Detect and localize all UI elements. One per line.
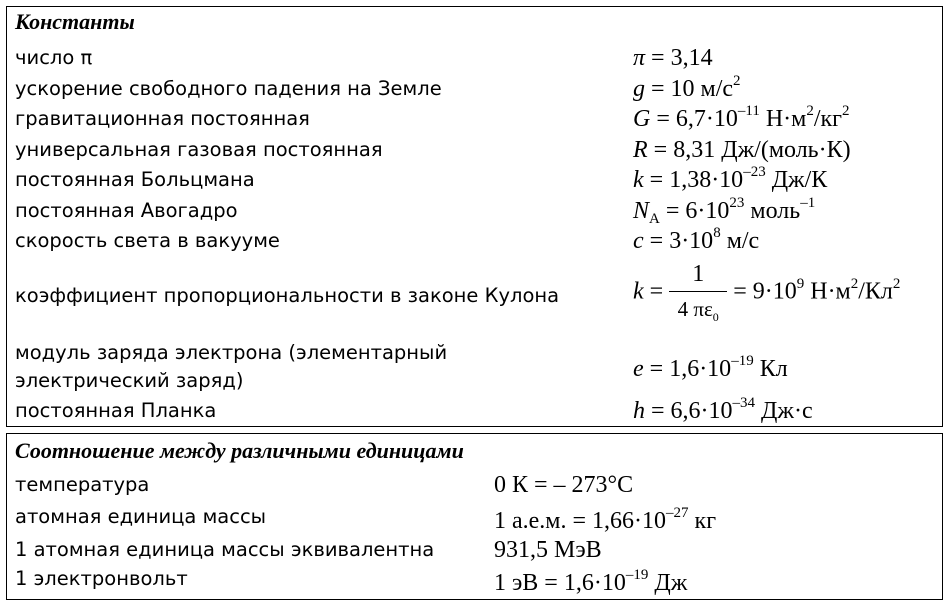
unit-value: 0 К = – 273°С	[494, 472, 634, 498]
unit-label: атомная единица массы	[15, 505, 267, 528]
constant-value: k = $\frac{1}{4 \pi\varepsilon_0}$ = $9\cdot 10^9$ $Н\cdot м^2/Кл^2$	[633, 261, 901, 324]
constant-label: гравитационная постоянная	[15, 107, 310, 130]
units-table	[6, 433, 943, 600]
constant-value: $h = 6,6\cdot 10^{-34}$ Дж·с	[633, 395, 813, 424]
constant-label: ускорение свободного падения на Земле	[15, 77, 442, 100]
constant-value: $e = 1,6\cdot 10^{-19}$ Кл	[633, 353, 788, 382]
constant-label: скорость света в вакууме	[15, 229, 280, 252]
unit-label: 1 электронвольт	[15, 567, 188, 590]
constant-label: число π	[15, 46, 93, 69]
coulomb-fraction: $\frac{1}{4 \pi\varepsilon_0}$	[669, 263, 727, 323]
constant-label: коэффициент пропорциональности в законе Кулона	[15, 284, 560, 307]
constant-value: $c = 3\cdot 10^8$ м/с	[633, 225, 760, 254]
constant-value: $N_А = 6\cdot 10^{23}$ моль$^{-1}$	[633, 195, 816, 227]
constant-value: $G = 6,7\cdot 10^{-11}$ $Н\cdot м^2/кг^2$	[633, 103, 850, 132]
constant-value: π = 3,14	[633, 45, 713, 71]
constant-label: постоянная Больцмана	[15, 168, 255, 191]
units-title: Соотношение между различными единицами	[15, 438, 464, 463]
unit-label: температура	[15, 473, 150, 496]
constant-label: универсальная газовая постоянная	[15, 138, 383, 161]
constants-table	[6, 6, 943, 427]
unit-label: 1 атомная единица массы эквивалентна	[15, 538, 435, 561]
constant-label: модуль заряда электрона (элементарный	[15, 341, 448, 364]
constants-title: Константы	[15, 9, 135, 34]
constant-value: g = 10 $м/с^2$	[633, 73, 741, 102]
constant-label: постоянная Планка	[15, 399, 217, 422]
unit-value: 1 эВ = $1,6\cdot 10^{-19}$ Дж	[494, 567, 688, 596]
unit-value: 1 а.е.м. = $1,66\cdot 10^{-27}$ кг	[494, 505, 717, 534]
constant-value: R = 8,31 Дж/(моль·К)	[633, 137, 851, 163]
constant-label: постоянная Авогадро	[15, 199, 238, 222]
unit-value: 931,5 МэВ	[494, 537, 602, 563]
constant-label: электрический заряд)	[15, 369, 244, 392]
constant-value: $k = 1,38\cdot 10^{-23}$ Дж/К	[633, 164, 828, 193]
